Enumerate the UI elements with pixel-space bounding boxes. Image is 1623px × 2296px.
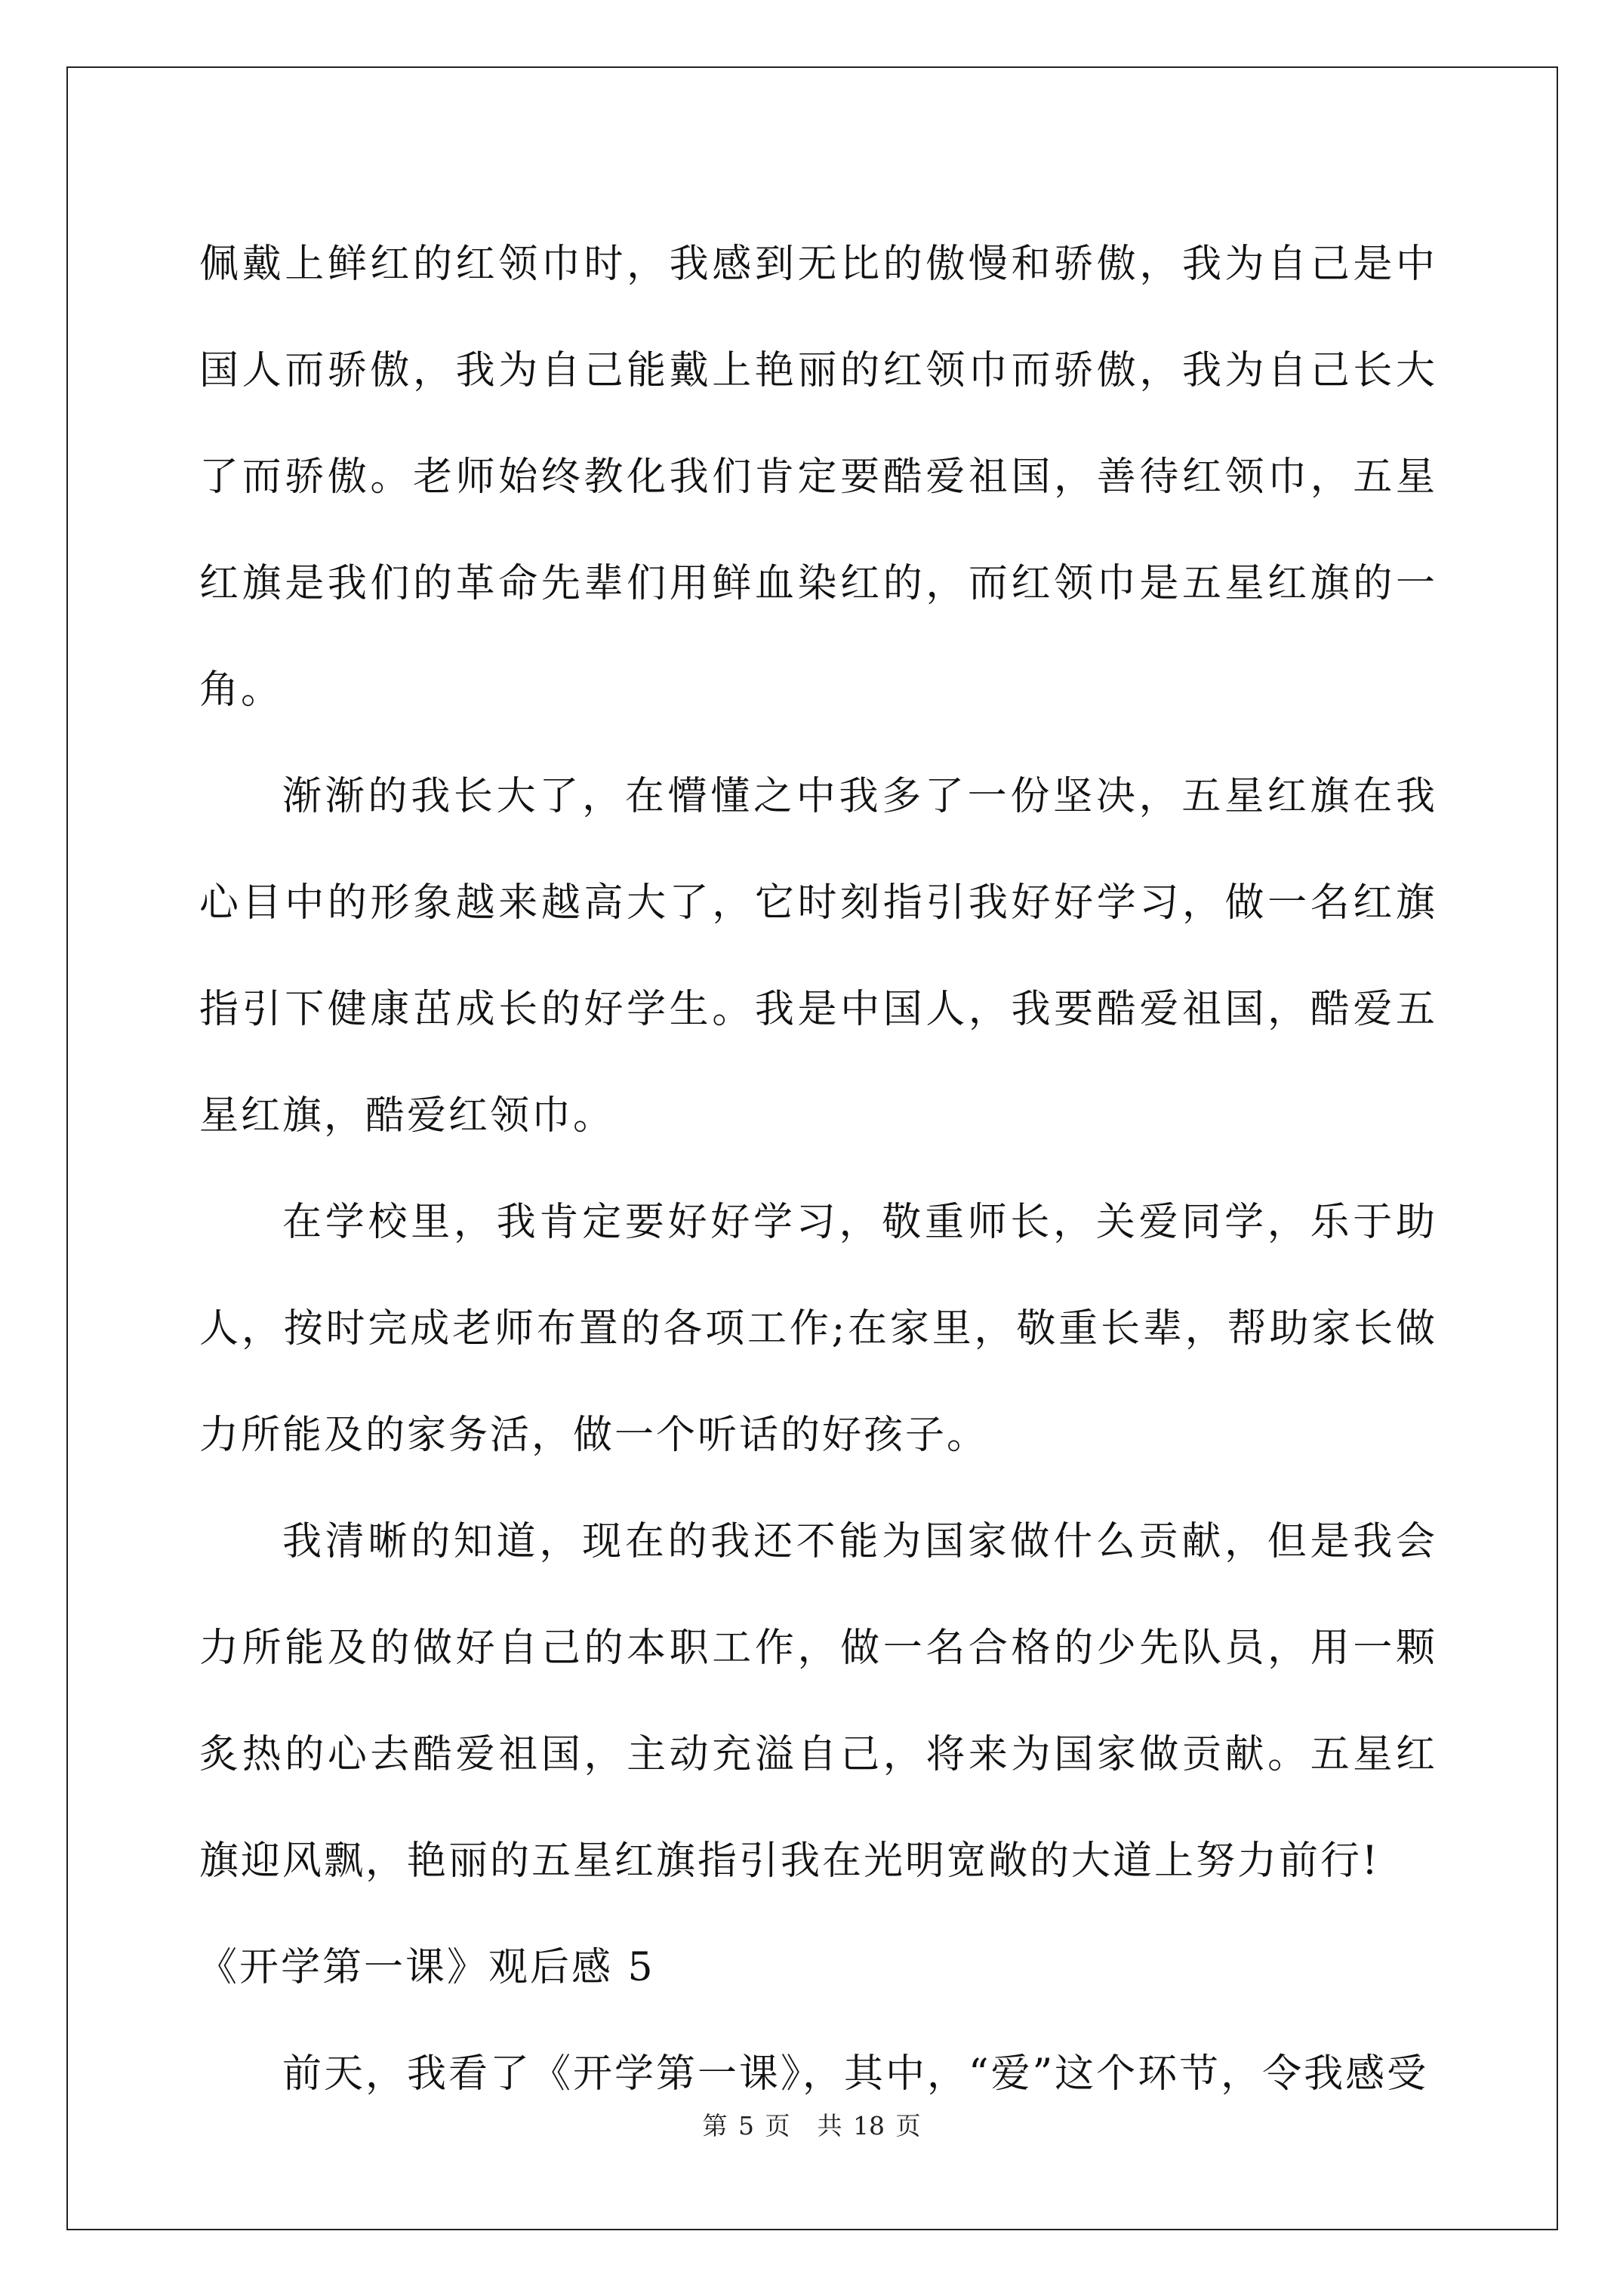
document-body <box>199 211 1437 2128</box>
page-number: 第 5 页 <box>702 2111 790 2140</box>
paragraph: 在学校里，我肯定要好好学习，敬重师长，关爱同学，乐于助人，按时完成老师布置的各项工作;在家里，敬重长辈，帮助家长做力所能及的家务活，做一个听话的好孩子。 <box>199 1200 1437 1458</box>
paragraph: 渐渐的我长大了，在懵懂之中我多了一份坚决，五星红旗在我心目中的形象越来越高大了，它时刻指引我好好学习，做一名红旗指引下健康茁成长的好学生。我是中国人，我要酷爱祖国，酷爱五星红旗，酷爱红领巾。 <box>199 774 1437 1139</box>
paragraph: 我清晰的知道，现在的我还不能为国家做什么贡献，但是我会力所能及的做好自己的本职工作，做一名合格的少先队员，用一颗炙热的心去酷爱祖国，主动充溢自己，将来为国家做贡献。五星红旗迎风飘，艳丽的五星红旗指引我在光明宽敞的大道上努力前行! <box>199 1519 1437 1884</box>
section-paragraph: 前天，我看了《开学第一课》，其中，“爱”这个环节，令我感受 <box>282 2051 1429 2097</box>
section-heading: 《开学第一课》观后感 5 <box>198 1945 655 1990</box>
paragraph-continued: 佩戴上鲜红的红领巾时，我感到无比的傲慢和骄傲，我为自己是中国人而骄傲，我为自己能戴上艳丽的红领巾而骄傲，我为自己长大了而骄傲。老师始终教化我们肯定要酷爱祖国，善待红领巾，五星红旗是我们的革命先辈们用鲜血染红的，而红领巾是五星红旗的一角。 <box>199 242 1437 713</box>
page-total: 共 18 页 <box>817 2111 921 2140</box>
page-footer <box>0 2111 1623 2141</box>
